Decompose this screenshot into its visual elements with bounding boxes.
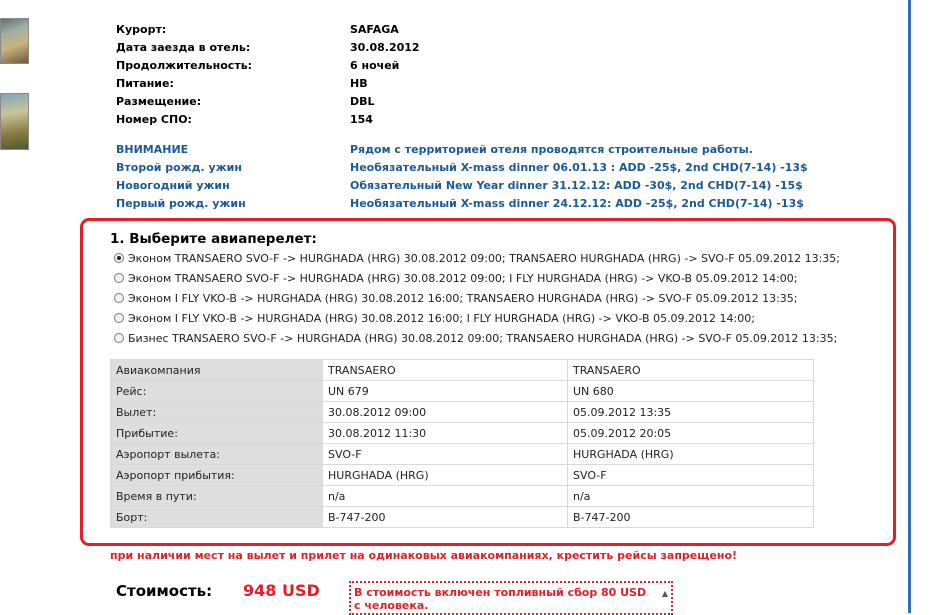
- page-border: [908, 0, 911, 613]
- note-value: Необязательный X-mass dinner 24.12.12: ADD -25$, 2nd CHD(7-14) -13$: [350, 197, 804, 210]
- table-row: [111, 381, 814, 402]
- flight-option-label: Эконом I FLY VKO-B -> HURGHADA (HRG) 30.08.2012 16:00; I FLY HURGHADA (HRG) -> VKO-B 05.09.2012 14:00;: [128, 311, 755, 325]
- info-label: Питание:: [116, 77, 174, 90]
- table-header-cell: Время в пути:: [111, 486, 323, 507]
- info-label: Размещение:: [116, 95, 202, 108]
- table-cell: n/a: [568, 486, 814, 507]
- table-cell: HURGHADA (HRG): [568, 444, 814, 465]
- table-row: [111, 507, 814, 528]
- info-value: HB: [350, 77, 368, 90]
- hotel-photo-thumbnail[interactable]: [0, 18, 29, 64]
- table-row: [111, 360, 814, 381]
- info-label: Курорт:: [116, 23, 167, 36]
- info-row-duration: [116, 59, 896, 77]
- table-row: [111, 423, 814, 444]
- table-cell: TRANSAERO: [568, 360, 814, 381]
- table-row: [111, 402, 814, 423]
- table-cell: B-747-200: [323, 507, 568, 528]
- info-value: 6 ночей: [350, 59, 400, 72]
- table-cell: SVO-F: [323, 444, 568, 465]
- info-value: 30.08.2012: [350, 41, 420, 54]
- table-header-cell: Аэропорт вылета:: [111, 444, 323, 465]
- radio-button[interactable]: [114, 253, 124, 263]
- flight-details-table: [110, 359, 814, 528]
- flight-option-label: Эконом TRANSAERO SVO-F -> HURGHADA (HRG) 30.08.2012 09:00; I FLY HURGHADA (HRG) -> VKO-B 05.09.2012 14:00;: [128, 271, 798, 285]
- info-label: Дата заезда в отель:: [116, 41, 251, 54]
- table-header-cell: Рейс:: [111, 381, 323, 402]
- radio-button[interactable]: [114, 313, 124, 323]
- table-row: [111, 465, 814, 486]
- table-cell: SVO-F: [568, 465, 814, 486]
- warning-text: при наличии мест на вылет и прилет на одинаковых авиакомпаниях, крестить рейсы запрещено!: [110, 549, 738, 562]
- info-row-meals: [116, 77, 896, 95]
- hotel-photo-thumbnail[interactable]: [0, 93, 29, 150]
- note-value: Необязательный X-mass dinner 06.01.13 : ADD -25$, 2nd CHD(7-14) -13$: [350, 161, 808, 174]
- flight-option-label: Эконом TRANSAERO SVO-F -> HURGHADA (HRG) 30.08.2012 09:00; TRANSAERO HURGHADA (HRG) -> SVO-F 05.09.2012 13:35;: [128, 251, 841, 265]
- section-title: 1. Выберите авиаперелет:: [110, 231, 317, 247]
- note-label: Первый рожд. ужин: [116, 197, 246, 210]
- table-cell: UN 679: [323, 381, 568, 402]
- table-header-cell: Аэропорт прибытия:: [111, 465, 323, 486]
- info-value: SAFAGA: [350, 23, 399, 36]
- note-row-attention: [116, 143, 896, 161]
- table-cell: HURGHADA (HRG): [323, 465, 568, 486]
- table-cell: UN 680: [568, 381, 814, 402]
- flight-option[interactable]: [114, 250, 840, 266]
- table-cell: 30.08.2012 11:30: [323, 423, 568, 444]
- info-label: Продолжительность:: [116, 59, 253, 72]
- table-cell: 05.09.2012 20:05: [568, 423, 814, 444]
- cost-note-text: В стоимость включен топливный сбор 80 USD с человека.: [354, 586, 647, 612]
- note-row-xmas2: [116, 161, 896, 179]
- note-row-newyear: [116, 179, 896, 197]
- flight-option[interactable]: [114, 270, 797, 286]
- table-header-cell: Авиакомпания: [111, 360, 323, 381]
- table-row: [111, 444, 814, 465]
- note-label: Второй рожд. ужин: [116, 161, 242, 174]
- note-label: ВНИМАНИЕ: [116, 143, 189, 156]
- table-cell: n/a: [323, 486, 568, 507]
- flight-option-label: Бизнес TRANSAERO SVO-F -> HURGHADA (HRG) 30.08.2012 09:00; TRANSAERO HURGHADA (HRG) -> SVO-F 05.09.2012 13:35;: [128, 331, 838, 345]
- table-cell: TRANSAERO: [323, 360, 568, 381]
- info-row-room: [116, 95, 896, 113]
- info-row-spo: [116, 113, 896, 131]
- table-cell: 05.09.2012 13:35: [568, 402, 814, 423]
- table-header-cell: Борт:: [111, 507, 323, 528]
- scroll-up-icon[interactable]: ▲: [661, 589, 668, 598]
- flight-option[interactable]: [114, 330, 837, 346]
- flight-option-label: Эконом I FLY VKO-B -> HURGHADA (HRG) 30.08.2012 16:00; TRANSAERO HURGHADA (HRG) -> SVO-F 05.09.2012 13:35;: [128, 291, 798, 305]
- radio-button[interactable]: [114, 333, 124, 343]
- info-row-checkin: [116, 41, 896, 59]
- info-value: 154: [350, 113, 373, 126]
- cost-value: 948 USD: [243, 581, 320, 600]
- cost-note-box[interactable]: [349, 581, 673, 615]
- table-header-cell: Прибытие:: [111, 423, 323, 444]
- flight-option[interactable]: [114, 310, 755, 326]
- table-cell: 30.08.2012 09:00: [323, 402, 568, 423]
- info-value: DBL: [350, 95, 375, 108]
- table-row: [111, 486, 814, 507]
- info-label: Номер СПО:: [116, 113, 192, 126]
- table-cell: B-747-200: [568, 507, 814, 528]
- cost-label: Стоимость:: [116, 582, 213, 600]
- note-value: Обязательный New Year dinner 31.12.12: ADD -30$, 2nd CHD(7-14) -15$: [350, 179, 803, 192]
- note-row-xmas1: [116, 197, 896, 215]
- info-row-resort: [116, 23, 896, 41]
- flight-option[interactable]: [114, 290, 797, 306]
- note-value: Рядом с территорией отеля проводятся строительные работы.: [350, 143, 753, 156]
- radio-button[interactable]: [114, 273, 124, 283]
- note-label: Новогодний ужин: [116, 179, 230, 192]
- table-header-cell: Вылет:: [111, 402, 323, 423]
- radio-button[interactable]: [114, 293, 124, 303]
